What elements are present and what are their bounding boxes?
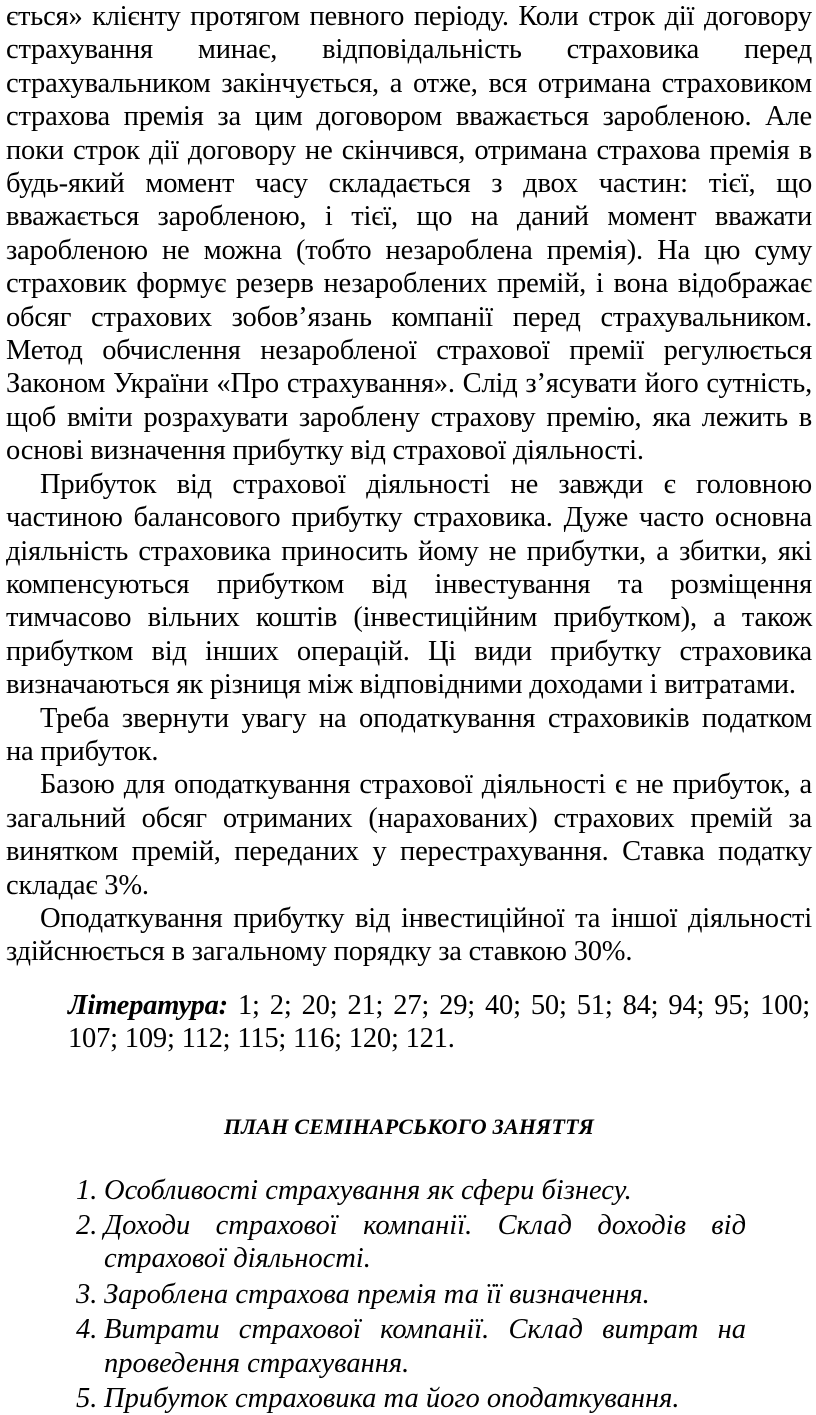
list-item-number: 5. xyxy=(76,1383,98,1415)
list-item xyxy=(76,1313,746,1380)
list-item xyxy=(76,1278,746,1311)
list-item-text: Витрати страхової компанії. Склад витрат на проведення страхування. xyxy=(104,1314,746,1379)
list-item-text: Доходи страхової компанії. Склад доходів від страхової діяльності. xyxy=(104,1210,746,1275)
list-item-text: Прибуток страховика та його оподаткування. xyxy=(104,1383,680,1415)
paragraph-tax-base: Базою для оподаткування страхової діяльності є не прибуток, а загальний обсяг отриманих (нарахованих) страхових премій за винятком премій, переданих у перестрахування. Ставка податку складає 3%. xyxy=(6,769,812,901)
literature-refs: 1; 2; 20; 21; 27; 29; 40; 50; 51; 84; 94; 95; 100; 107; 109; 112; 115; 116; 120; 121. xyxy=(68,989,810,1055)
list-item-number: 2. xyxy=(76,1210,98,1241)
seminar-plan-list xyxy=(6,1174,812,1415)
list-item-number: 4. xyxy=(76,1314,98,1346)
list-item-text: Зароблена страхова премія та її визначення. xyxy=(104,1278,650,1310)
literature-label: Література: xyxy=(68,989,228,1021)
literature-references xyxy=(6,989,812,1056)
paragraph-investment-tax: Оподаткування прибутку від інвестиційної та іншої діяльності здійснюється в загальному порядку за ставкою 30%. xyxy=(6,902,812,968)
body-text xyxy=(6,0,812,969)
list-item xyxy=(76,1382,746,1415)
list-item-text: Особливості страхування як сфери бізнесу. xyxy=(104,1174,632,1206)
paragraph-taxation-note: Треба звернути увагу на оподаткування страховиків податком на прибуток. xyxy=(6,702,812,767)
list-item-number: 1. xyxy=(76,1174,98,1206)
paragraph-unearned-premium: ється» клієнту протягом певного періоду. Коли строк дії договору страхування минає, відповідальність страховика перед страхувальником закінчується, а отже, вся отримана страховиком страхова премія за цим договором вважається заробленою. Але поки строк дії договору не скінчився, отримана страхова премія в будь-який момент часу складається з двох частин: тієї, що вважається заробленою, і тієї, що на даний момент вважати заробленою не можна (тобто незароблена премія). На цю суму страховик формує резерв незароблених премій, і вона відображає обсяг страхових зобов’язань компанії перед страхувальником. Метод обчислення незаробленої страхової премії регулюється Законом України «Про страхування». Слід з’ясувати його сутність, щоб вміти розрахувати зароблену страхову премію, яка лежить в основі визначення прибутку від страхової діяльності. xyxy=(6,1,812,467)
seminar-plan-title: ПЛАН СЕМІНАРСЬКОГО ЗАНЯТТЯ xyxy=(223,1113,595,1139)
list-item-number: 3. xyxy=(76,1278,98,1310)
paragraph-profit-sources: Прибуток від страхової діяльності не завжди є головною частиною балансового прибутку страховика. Дуже часто основна діяльність страховика приносить йому не прибутки, а збитки, які компенсуються прибутком від інвестування та розміщення тимчасово вільних коштів (інвестиційним прибутком), а також прибутком від інших операцій. Ці види прибутку страховика визначаються як різниця між відповідними доходами і витратами. xyxy=(6,468,812,701)
list-item xyxy=(76,1209,746,1276)
list-item xyxy=(76,1174,746,1207)
